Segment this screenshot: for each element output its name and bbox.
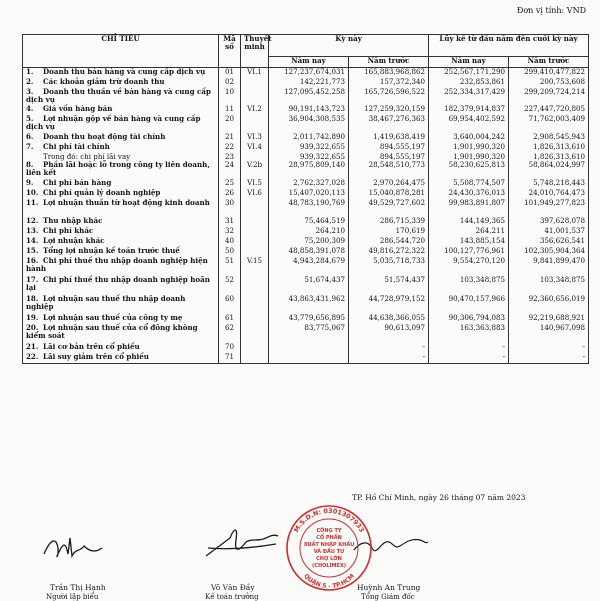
value-luy-ke-nam-nay: 58,230,625,813 (429, 161, 509, 179)
row-number: 8. (26, 160, 34, 169)
row-label (23, 115, 219, 133)
value-luy-ke-nam-nay: 100,127,776,961 (429, 247, 509, 257)
row-note (241, 217, 269, 227)
table-row (23, 115, 589, 133)
header-chi-tieu: CHỈ TIÊU (23, 35, 219, 68)
row-note (241, 343, 269, 353)
row-note: VI.2 (241, 105, 269, 115)
value-ky-nay-nam-nay: 2,011,742,890 (269, 133, 349, 143)
row-note (241, 276, 269, 295)
row-note (241, 199, 269, 217)
row-label (23, 276, 219, 295)
value-luy-ke-nam-truoc: 92,219,688,921 (509, 314, 589, 324)
row-number: 13. (26, 226, 39, 235)
value-ky-nay-nam-nay: 15,407,020,113 (269, 189, 349, 199)
value-luy-ke-nam-truoc: 1,826,313,610 (509, 153, 589, 161)
value-ky-nay-nam-nay: 939,322,655 (269, 143, 349, 153)
value-ky-nay-nam-nay: 28,975,809,140 (269, 161, 349, 179)
header-thuyet-minh: Thuyết minh (241, 35, 269, 68)
row-note (241, 78, 269, 88)
value-ky-nay-nam-nay: 90,191,143,723 (269, 105, 349, 115)
table-row (23, 161, 589, 179)
stamp-line: CHỢ LỚN (316, 556, 342, 562)
value-ky-nay-nam-truoc: 894,555,197 (349, 143, 429, 153)
value-luy-ke-nam-truoc: - (509, 353, 589, 364)
row-label-text: Lợi nhuận sau thuế của cổ đông không kiểm soát (26, 323, 198, 341)
value-luy-ke-nam-nay: 90,306,794,083 (429, 314, 509, 324)
row-note (241, 353, 269, 364)
row-code: 40 (219, 237, 241, 247)
value-luy-ke-nam-nay: 252,334,317,429 (429, 88, 509, 105)
value-luy-ke-nam-truoc: 397,628,078 (509, 217, 589, 227)
row-number: 21. (26, 342, 39, 351)
value-ky-nay-nam-truoc: 286,544,720 (349, 237, 429, 247)
row-code: 50 (219, 247, 241, 257)
value-luy-ke-nam-nay: 252,567,171,290 (429, 68, 509, 79)
value-ky-nay-nam-nay: 75,464,519 (269, 217, 349, 227)
value-luy-ke-nam-truoc: 101,949,277,823 (509, 199, 589, 217)
value-ky-nay-nam-nay: 75,200,309 (269, 237, 349, 247)
row-code: 70 (219, 343, 241, 353)
row-note: VI.3 (241, 133, 269, 143)
value-ky-nay-nam-truoc: 15,040,878,281 (349, 189, 429, 199)
table-body (23, 68, 589, 364)
income-statement-table (22, 34, 589, 364)
row-label (23, 199, 219, 217)
row-note (241, 314, 269, 324)
row-code: 26 (219, 189, 241, 199)
value-luy-ke-nam-truoc: 1,826,313,610 (509, 143, 589, 153)
value-luy-ke-nam-truoc: 227,447,720,805 (509, 105, 589, 115)
row-label (23, 88, 219, 105)
value-ky-nay-nam-truoc: 5,035,718,733 (349, 257, 429, 276)
row-number: 7. (26, 141, 34, 151)
row-code: 24 (219, 161, 241, 179)
row-label (23, 161, 219, 179)
row-code: 11 (219, 105, 241, 115)
stamp-line: VÀ ĐẦU TƯ (313, 549, 345, 555)
row-code: 71 (219, 353, 241, 364)
value-luy-ke-nam-truoc: 356,626,541 (509, 237, 589, 247)
header-luy-ke-nam-truoc: Năm trước (509, 57, 589, 68)
row-code: 01 (219, 68, 241, 79)
value-ky-nay-nam-truoc: 2,970,264,475 (349, 179, 429, 189)
value-ky-nay-nam-truoc: 165,883,968,862 (349, 68, 429, 79)
table-row (23, 324, 589, 343)
value-ky-nay-nam-truoc: 894,555,197 (349, 153, 429, 161)
row-number: 3. (26, 86, 34, 96)
row-label (23, 257, 219, 276)
value-luy-ke-nam-truoc: 41,001,537 (509, 227, 589, 237)
stamp-ring-bottom: QUẬN 5 - TP.HCM (302, 572, 356, 591)
signer-title-preparer: Người lập biểu (46, 593, 99, 601)
value-ky-nay-nam-truoc: 127,259,320,159 (349, 105, 429, 115)
stamp-line: CÔNG TY (316, 528, 342, 534)
row-number: 1. (26, 67, 34, 76)
row-number: 14. (26, 236, 39, 245)
value-luy-ke-nam-truoc: 102,305,904,364 (509, 247, 589, 257)
row-label-text: Chi phí thuế thu nhập doanh nghiệp hoãn lại (26, 275, 210, 293)
value-luy-ke-nam-nay: 24,430,376,013 (429, 189, 509, 199)
value-ky-nay-nam-truoc: 286,715,339 (349, 217, 429, 227)
value-luy-ke-nam-truoc: 71,762,003,409 (509, 115, 589, 133)
value-ky-nay-nam-truoc: 49,816,272,322 (349, 247, 429, 257)
value-ky-nay-nam-nay: 43,863,431,962 (269, 295, 349, 314)
row-note: VI.6 (241, 189, 269, 199)
row-number: 11. (26, 198, 39, 207)
value-luy-ke-nam-nay: 143,885,154 (429, 237, 509, 247)
row-label-text: Doanh thu thuần về bán hàng và cung cấp dịch vụ (26, 86, 211, 104)
row-label-text: Lợi nhuận gộp về bán hàng và cung cấp dịch vụ (26, 113, 201, 131)
value-luy-ke-nam-nay: 103,348,875 (429, 276, 509, 295)
row-number: 10. (26, 188, 39, 197)
row-note (241, 227, 269, 237)
row-code: 52 (219, 276, 241, 295)
row-label-text: Lợi nhuận sau thuế của công ty mẹ (43, 313, 183, 322)
value-ky-nay-nam-nay: 939,322,655 (269, 153, 349, 161)
value-ky-nay-nam-truoc: 44,638,366,055 (349, 314, 429, 324)
row-label-text: Lợi nhuận khác (43, 236, 105, 245)
row-label-text: Doanh thu hoạt động tài chính (43, 131, 166, 141)
value-luy-ke-nam-nay: 5,508,774,507 (429, 179, 509, 189)
row-label (23, 295, 219, 314)
row-code: 60 (219, 295, 241, 314)
row-number: 5. (26, 113, 34, 123)
row-note: VI.5 (241, 179, 269, 189)
signer-title-chief-accountant: Kế toán trưởng (205, 593, 259, 601)
value-luy-ke-nam-truoc: 24,010,764,473 (509, 189, 589, 199)
value-ky-nay-nam-truoc: 170,619 (349, 227, 429, 237)
header-ky-nay-nam-truoc: Năm trước (349, 57, 429, 68)
row-label-text: Trong đó: chi phí lãi vay (43, 151, 131, 161)
value-luy-ke-nam-nay: 264,211 (429, 227, 509, 237)
header-ma-so: Mã số (219, 35, 241, 68)
value-luy-ke-nam-nay: 182,379,914,837 (429, 105, 509, 115)
stamp-line: CỔ PHẦN (316, 535, 342, 541)
value-ky-nay-nam-nay: 264,210 (269, 227, 349, 237)
row-number: 4. (26, 103, 34, 113)
row-number: 2. (26, 77, 34, 86)
row-number: 17. (26, 275, 39, 284)
row-code: 10 (219, 88, 241, 105)
svg-text:QUẬN 5 - TP.HCM (302, 573, 356, 590)
value-ky-nay-nam-truoc: 49,529,727,602 (349, 199, 429, 217)
value-ky-nay-nam-nay (269, 353, 349, 364)
row-label-text: Tổng lợi nhuận kế toán trước thuế (43, 246, 180, 255)
row-code: 61 (219, 314, 241, 324)
value-luy-ke-nam-nay: 69,954,402,592 (429, 115, 509, 133)
value-luy-ke-nam-nay: 163,363,883 (429, 324, 509, 343)
value-luy-ke-nam-truoc: 140,967,098 (509, 324, 589, 343)
value-luy-ke-nam-truoc: 200,753,608 (509, 78, 589, 88)
value-ky-nay-nam-nay: 51,674,437 (269, 276, 349, 295)
signer-title-general-director: Tổng Giám đốc (361, 593, 415, 601)
value-ky-nay-nam-nay: 48,858,391,078 (269, 247, 349, 257)
company-stamp (284, 503, 374, 593)
value-ky-nay-nam-nay: 43,779,656,895 (269, 314, 349, 324)
row-note (241, 324, 269, 343)
row-note: VI.4 (241, 143, 269, 153)
table-row (23, 295, 589, 314)
value-luy-ke-nam-nay: 99,983,891,807 (429, 199, 509, 217)
value-luy-ke-nam-nay: 144,149,365 (429, 217, 509, 227)
row-note (241, 88, 269, 105)
value-luy-ke-nam-nay: 1,901,990,320 (429, 143, 509, 153)
value-luy-ke-nam-nay: 232,853,861 (429, 78, 509, 88)
value-luy-ke-nam-nay: 9,554,270,120 (429, 257, 509, 276)
row-number: 18. (26, 294, 39, 303)
row-number: 22. (26, 352, 39, 361)
value-ky-nay-nam-nay: 83,775,067 (269, 324, 349, 343)
value-luy-ke-nam-nay: - (429, 343, 509, 353)
row-label (23, 353, 219, 364)
header-ky-nay-nam-nay: Năm nay (269, 57, 349, 68)
stamp-ring-top: M.S.D.N: 0301307933 (292, 506, 366, 534)
value-luy-ke-nam-truoc: 299,410,477,822 (509, 68, 589, 79)
value-ky-nay-nam-truoc: 157,372,340 (349, 78, 429, 88)
stamp-line: XUẤT NHẬP KHẨU (303, 542, 355, 548)
row-code: 23 (219, 153, 241, 161)
row-label-text: Phần lãi hoặc lỗ trong công ty liên doanh, liên kết (26, 160, 210, 178)
row-code: 20 (219, 115, 241, 133)
row-label-text: Chi phí khác (43, 226, 94, 235)
place-date: TP. Hồ Chí Minh, ngày 26 tháng 07 năm 2023 (352, 493, 526, 502)
value-ky-nay-nam-nay: 48,783,190,769 (269, 199, 349, 217)
row-note: V.2b (241, 161, 269, 179)
value-ky-nay-nam-truoc: 38,467,276,363 (349, 115, 429, 133)
row-label (23, 324, 219, 343)
stamp-line: (CHOLIMEX) (312, 563, 346, 569)
value-ky-nay-nam-truoc: - (349, 343, 429, 353)
value-ky-nay-nam-nay: 36,904,308,535 (269, 115, 349, 133)
table-row (23, 353, 589, 364)
value-ky-nay-nam-truoc: 90,613,097 (349, 324, 429, 343)
row-code: 62 (219, 324, 241, 343)
row-number: 6. (26, 131, 34, 141)
row-note (241, 237, 269, 247)
value-luy-ke-nam-truoc: 2,908,545,943 (509, 133, 589, 143)
row-code: 22 (219, 143, 241, 153)
value-ky-nay-nam-truoc: 51,574,437 (349, 276, 429, 295)
table-row (23, 276, 589, 295)
row-label-text: Giá vốn hàng bán (43, 103, 113, 113)
value-luy-ke-nam-nay: - (429, 353, 509, 364)
row-code: 02 (219, 78, 241, 88)
row-label-text: Lãi cơ bản trên cổ phiếu (43, 342, 140, 351)
value-luy-ke-nam-truoc: 299,209,724,214 (509, 88, 589, 105)
row-number: 20. (26, 323, 39, 332)
value-ky-nay-nam-truoc: - (349, 353, 429, 364)
row-label-text: Chi phí thuế thu nhập doanh nghiệp hiện hành (26, 256, 208, 274)
value-ky-nay-nam-truoc: 165,726,596,522 (349, 88, 429, 105)
signature-preparer (40, 528, 106, 566)
row-label-text: Chi phí tài chính (43, 141, 110, 151)
value-luy-ke-nam-truoc: - (509, 343, 589, 353)
signer-name-preparer: Trần Thị Hạnh (50, 583, 106, 592)
value-luy-ke-nam-truoc: 103,348,875 (509, 276, 589, 295)
row-label-text: Lãi suy giảm trên cổ phiếu (43, 352, 149, 361)
header-ky-nay: Kỳ này (269, 35, 429, 57)
value-ky-nay-nam-nay: 2,762,327,028 (269, 179, 349, 189)
value-luy-ke-nam-truoc: 9,841,899,470 (509, 257, 589, 276)
row-note: V.15 (241, 257, 269, 276)
row-label-text: Thu nhập khác (43, 216, 103, 225)
row-number: 12. (26, 216, 39, 225)
row-number: 16. (26, 256, 39, 265)
value-ky-nay-nam-nay: 142,221,773 (269, 78, 349, 88)
signer-name-chief-accountant: Võ Văn Đầy (211, 583, 255, 592)
row-note (241, 115, 269, 133)
value-ky-nay-nam-nay: 127,237,674,031 (269, 68, 349, 79)
value-luy-ke-nam-nay: 3,640,004,242 (429, 133, 509, 143)
value-luy-ke-nam-nay: 1,901,990,320 (429, 153, 509, 161)
row-label-text: Doanh thu bán hàng và cung cấp dịch vụ (43, 67, 206, 76)
table-row (23, 199, 589, 217)
row-label-text: Lợi nhuận sau thuế thu nhập doanh nghiệp (26, 294, 186, 312)
row-label-text: Lợi nhuận thuần từ hoạt động kinh doanh (43, 198, 210, 207)
table-row (23, 257, 589, 276)
value-luy-ke-nam-truoc: 5,748,218,443 (509, 179, 589, 189)
value-ky-nay-nam-nay: 127,095,452,258 (269, 88, 349, 105)
value-ky-nay-nam-nay (269, 343, 349, 353)
header-luy-ke: Lũy kế từ đầu năm đến cuối kỳ này (429, 35, 589, 57)
value-ky-nay-nam-truoc: 1,419,638,419 (349, 133, 429, 143)
value-ky-nay-nam-nay: 4,943,284,679 (269, 257, 349, 276)
currency-unit: Đơn vị tính: VND (516, 6, 586, 15)
value-luy-ke-nam-truoc: 58,864,024,997 (509, 161, 589, 179)
table-row (23, 88, 589, 105)
row-code: 30 (219, 199, 241, 217)
value-luy-ke-nam-truoc: 92,360,656,019 (509, 295, 589, 314)
row-code: 51 (219, 257, 241, 276)
row-code: 32 (219, 227, 241, 237)
row-number: 15. (26, 246, 39, 255)
row-label-text: Chi phí quản lý doanh nghiệp (43, 188, 161, 197)
row-note (241, 295, 269, 314)
row-number: 9. (26, 178, 34, 187)
row-code: 25 (219, 179, 241, 189)
row-code: 21 (219, 133, 241, 143)
signature-chief-accountant (200, 520, 280, 564)
row-label-text: Chi phí bán hàng (43, 178, 112, 187)
value-ky-nay-nam-truoc: 28,548,510,773 (349, 161, 429, 179)
row-note: VI.1 (241, 68, 269, 79)
header-luy-ke-nam-nay: Năm nay (429, 57, 509, 68)
value-ky-nay-nam-truoc: 44,728,979,152 (349, 295, 429, 314)
signer-name-general-director: Huỳnh An Trung (357, 583, 421, 592)
row-code: 31 (219, 217, 241, 227)
value-luy-ke-nam-nay: 90,470,157,966 (429, 295, 509, 314)
row-label-text: Các khoản giảm trừ doanh thu (43, 77, 165, 86)
row-number: 19. (26, 313, 39, 322)
